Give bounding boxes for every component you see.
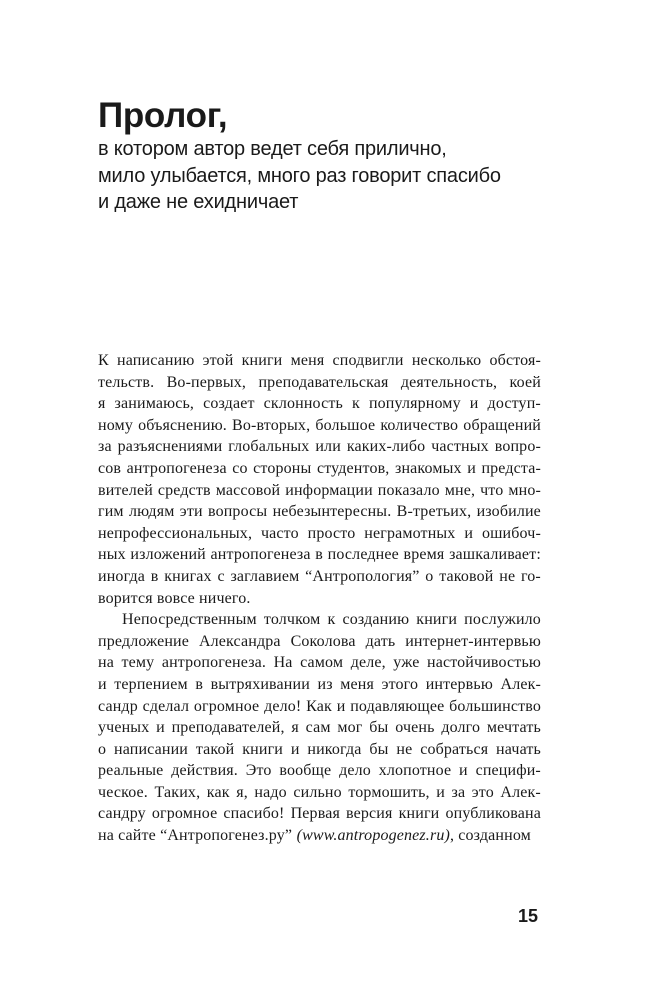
text-line: Непосредственным толчком к созданию книги послужило (122, 611, 541, 629)
subtitle-line: мило улыбается, много раз говорит спасибо (98, 164, 501, 187)
subtitle-line: в котором автор ведет себя прилично, (98, 138, 447, 160)
text-line: ному объяснению. Во-вторых, большое количество обращений (98, 416, 541, 434)
chapter-subtitle (98, 136, 538, 216)
subtitle-line: и даже не ехидничает (98, 191, 299, 213)
page-number: 15 (517, 906, 538, 926)
paragraph (98, 350, 541, 609)
website-url: (www.antropogenez.ru) (296, 827, 450, 845)
text-line: вителей средств массовой информации показало мне, что мно- (98, 481, 541, 499)
text-line: ческое. Таких, как я, надо сильно тормошить, и за это Алек- (98, 783, 541, 801)
body-text (98, 350, 541, 847)
text-fragment: на сайте “Антропогенез.ру” (98, 827, 293, 845)
text-line: К написанию этой книги меня сподвигли несколько обстоя- (98, 352, 541, 369)
text-line: и терпением в вытряхивании из меня этого интервью Алек- (98, 675, 541, 693)
text-line: ворится вовсе ничего. (98, 589, 251, 607)
text-line: тельств. Во-первых, преподавательская деятельность, коей (98, 373, 541, 391)
text-line: непрофессиональных, часто просто неграмотных и ошибоч- (98, 524, 541, 542)
text-line: за разъяснениями глобальных или каких-либо частных вопро- (98, 438, 541, 456)
text-line (98, 825, 541, 847)
text-fragment: , созданном (449, 827, 531, 845)
text-line: предложение Александра Соколова дать интернет-интервью (98, 632, 541, 650)
text-line: на тему антропогенеза. На самом деле, уже настойчивостью (98, 654, 541, 672)
text-line: ных изложений антропогенеза в последнее время зашкаливает: (98, 546, 541, 564)
text-line: ученых и преподавателей, я сам мог бы очень долго мечтать (98, 719, 541, 737)
text-line: я занимаюсь, создает склонность к популярному и доступ- (98, 395, 541, 413)
text-line: сандру огромное спасибо! Первая версия книги опубликована (98, 805, 541, 823)
paragraph (98, 609, 541, 825)
text-line: гим людям эти вопросы небезынтересны. В-третьих, изобилие (98, 503, 541, 521)
chapter-heading (98, 96, 538, 216)
text-line: сов антропогенеза со стороны студентов, знакомых и предста- (98, 459, 541, 477)
text-line: реальные действия. Это вообще дело хлопотное и специфи- (98, 762, 541, 780)
chapter-title: Пролог, (98, 96, 228, 135)
text-line: сандр сделал огромное дело! Как и подавляющее большинство (98, 697, 541, 715)
text-line: о написании такой книги и никогда бы не собраться начать (98, 740, 541, 758)
text-line: иногда в книгах с заглавием “Антропология” о таковой не го- (98, 567, 541, 585)
